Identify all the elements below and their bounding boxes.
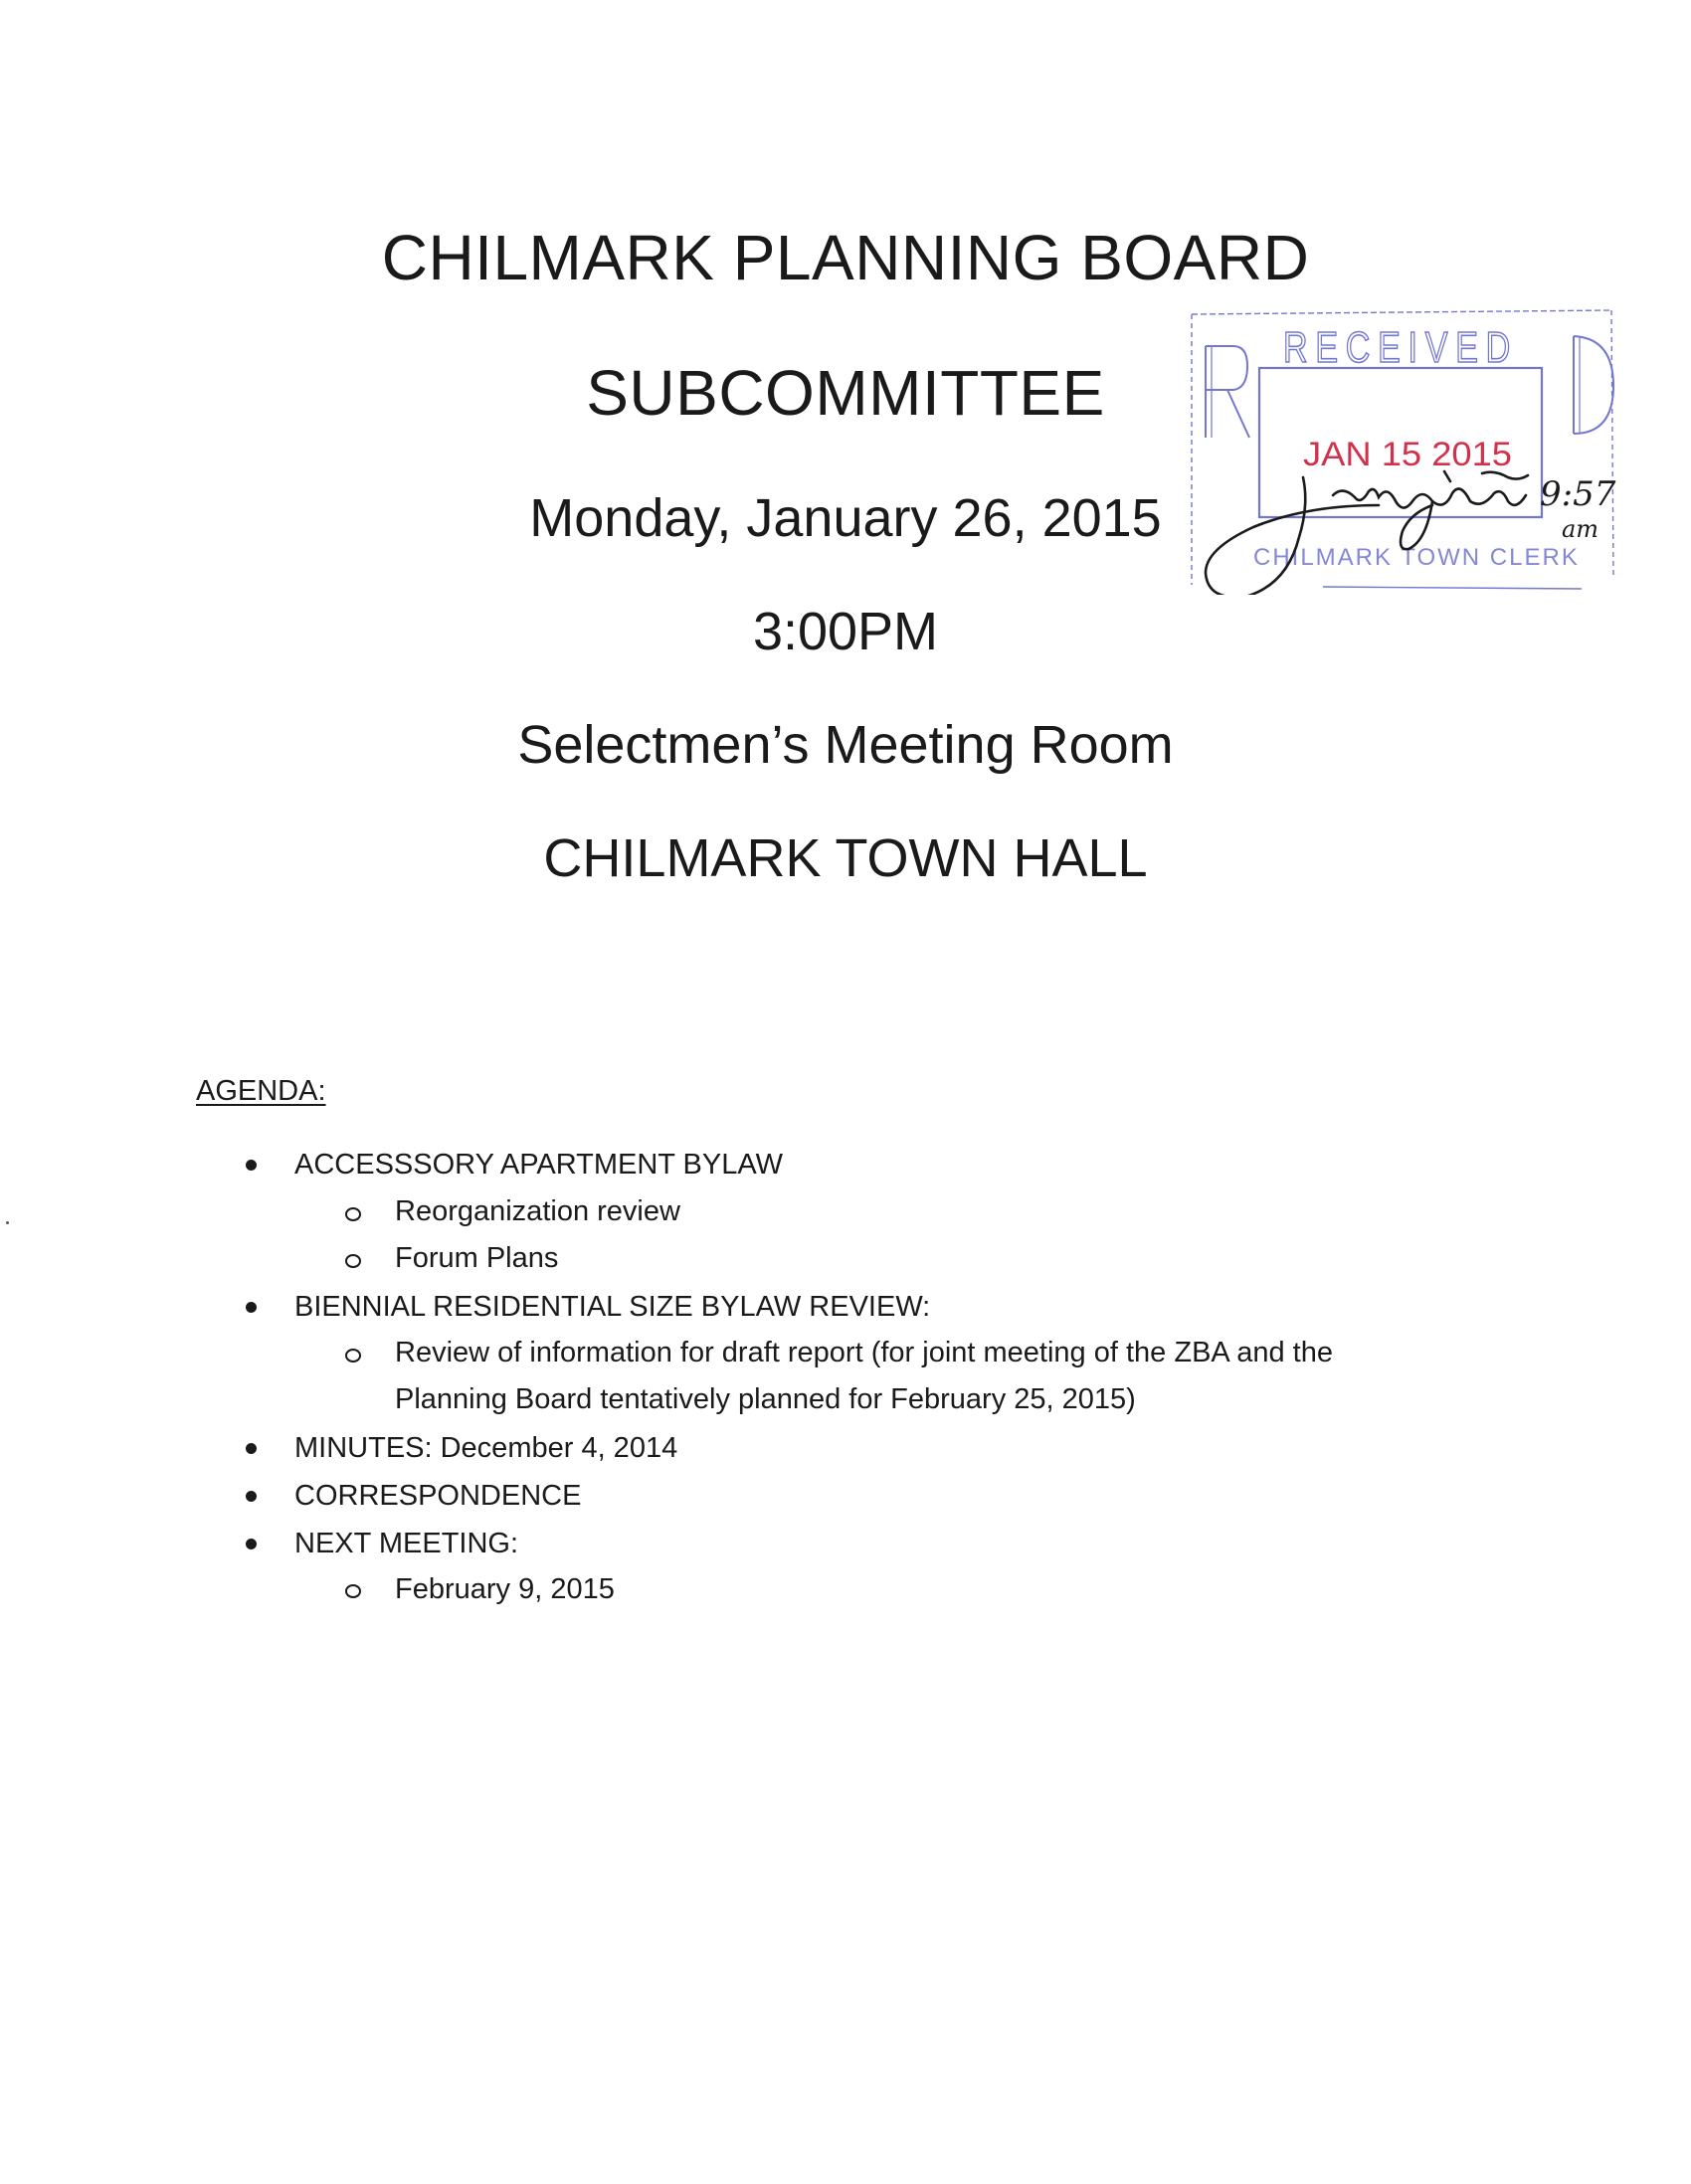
agenda-item-biennial-review: BIENNIAL RESIDENTIAL SIZE BYLAW REVIEW: xyxy=(294,1291,931,1323)
agenda-subitem-forum-plans: Forum Plans xyxy=(395,1242,559,1274)
agenda-item-accessory-bylaw: ACCESSSORY APARTMENT BYLAW xyxy=(294,1149,784,1181)
stamp-received-text: RECEIVED xyxy=(1283,323,1518,372)
scan-speck xyxy=(6,1221,9,1224)
agenda-heading: AGENDA: xyxy=(196,1075,326,1107)
bullet-icon xyxy=(246,1302,257,1313)
agenda-subitem-next-date: February 9, 2015 xyxy=(395,1573,615,1605)
meeting-room: Selectmen’s Meeting Room xyxy=(517,715,1174,775)
sub-bullet-icon xyxy=(345,1254,361,1268)
sub-bullet-icon xyxy=(345,1349,361,1363)
agenda-item-correspondence: CORRESPONDENCE xyxy=(294,1480,582,1512)
signature-ampm: am xyxy=(1562,515,1599,543)
bullet-icon xyxy=(246,1539,257,1549)
bullet-icon xyxy=(246,1443,257,1454)
agenda-subitem-reorganization: Reorganization review xyxy=(395,1195,680,1227)
bullet-icon xyxy=(246,1160,257,1171)
subcommittee-title: SUBCOMMITTEE xyxy=(586,357,1105,429)
sub-bullet-icon xyxy=(345,1584,361,1598)
sub-bullet-icon xyxy=(345,1207,361,1221)
agenda-item-next-meeting: NEXT MEETING: xyxy=(294,1528,519,1559)
meeting-date: Monday, January 26, 2015 xyxy=(529,488,1162,548)
meeting-time: 3:00PM xyxy=(752,602,939,661)
agenda-subitem-draft-report-cont: Planning Board tentatively planned for February 25, 2015) xyxy=(395,1383,1136,1415)
meeting-location: CHILMARK TOWN HALL xyxy=(543,828,1148,888)
board-title: CHILMARK PLANNING BOARD xyxy=(381,222,1310,293)
stamp-date: JAN 15 2015 xyxy=(1303,436,1512,473)
bullet-icon xyxy=(246,1491,257,1502)
agenda-subitem-draft-report: Review of information for draft report (for joint meeting of the ZBA and the xyxy=(395,1337,1333,1368)
signature-icon xyxy=(1206,471,1528,595)
agenda-item-minutes: MINUTES: December 4, 2014 xyxy=(294,1432,678,1464)
stamp-clerk-label: CHILMARK TOWN CLERK xyxy=(1253,544,1580,571)
signature-time: 9:57 xyxy=(1540,474,1616,514)
received-stamp xyxy=(1184,306,1621,595)
